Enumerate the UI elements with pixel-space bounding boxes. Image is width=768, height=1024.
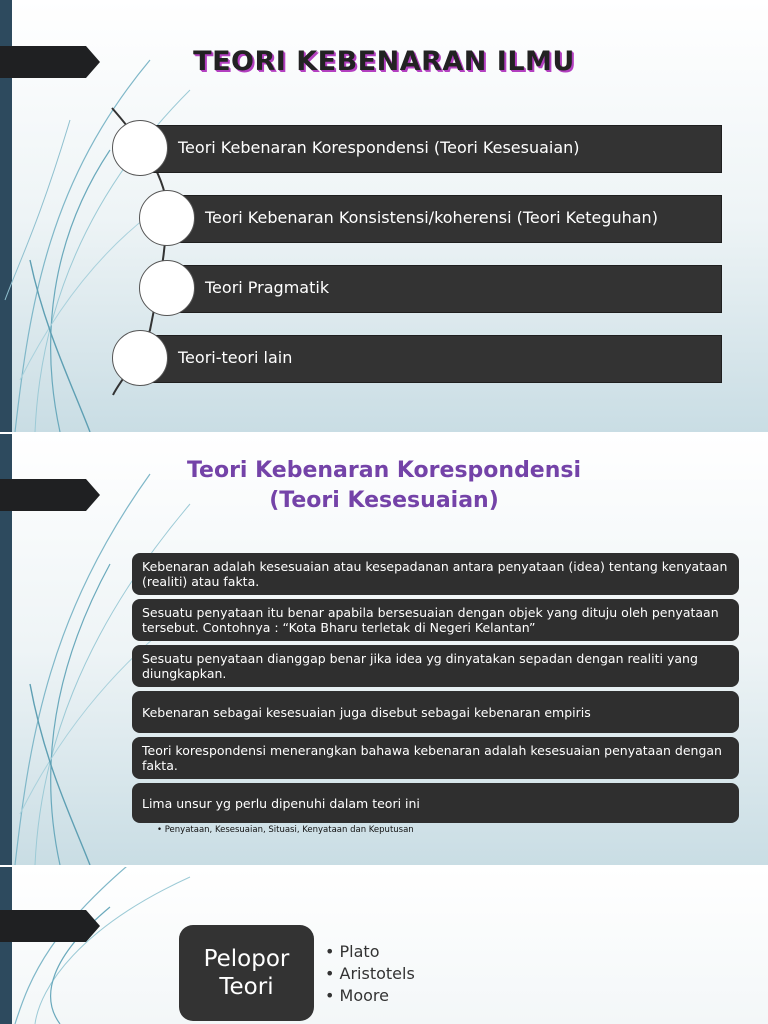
list-item-label: Teori-teori lain — [178, 348, 293, 367]
slide-tab-marker — [0, 910, 100, 942]
slide-1 — [0, 0, 768, 432]
list-item-label: Teori Kebenaran Korespondensi (Teori Kesesuaian) — [178, 138, 580, 157]
slide-title-line-2: (Teori Kesesuaian) — [269, 488, 499, 513]
bullet-circle — [112, 120, 168, 176]
pelopor-line-1: Pelopor — [203, 946, 290, 972]
bullet-circle — [112, 330, 168, 386]
pelopor-list — [325, 941, 415, 1007]
slide-title — [0, 456, 768, 516]
bullet-circle — [139, 190, 195, 246]
point-text: Sesuatu penyataan dianggap benar jika idea yg dinyatakan sepadan dengan realiti yang diungkapkan. — [142, 651, 698, 681]
slide-accent-bar — [0, 867, 12, 1024]
point-box — [132, 645, 739, 687]
point-box — [132, 737, 739, 779]
point-box — [132, 599, 739, 641]
sub-bullet-text: Penyataan, Kesesuaian, Situasi, Kenyataan dan Keputusan — [164, 825, 414, 835]
list-item: • Aristotels — [325, 963, 415, 985]
list-item: • Moore — [325, 985, 415, 1007]
pelopor-box — [179, 925, 314, 1021]
bullet-circle — [139, 260, 195, 316]
list-item-label: Teori Kebenaran Konsistensi/koherensi (Teori Keteguhan) — [205, 208, 658, 227]
point-box — [132, 691, 739, 733]
slide-title-line-1: Teori Kebenaran Korespondensi — [186, 458, 582, 483]
point-box — [132, 553, 739, 595]
list-item-label: Teori Pragmatik — [205, 278, 330, 297]
point-text: Lima unsur yg perlu dipenuhi dalam teori ini — [142, 795, 420, 811]
point-text: Teori korespondensi menerangkan bahawa kebenaran adalah kesesuaian penyataan dengan fakta. — [142, 743, 722, 773]
sub-bullet: • Penyataan, Kesesuaian, Situasi, Kenyataan dan Keputusan — [157, 825, 414, 835]
point-text: Kebenaran adalah kesesuaian atau kesepadanan antara penyataan (idea) tentang kenyataan (realiti) atau fakta. — [142, 559, 728, 589]
point-box — [132, 783, 739, 823]
point-text: Kebenaran sebagai kesesuaian juga disebut sebagai kebenaran empiris — [142, 704, 591, 720]
slide-title: TEORI KEBENARAN ILMU — [193, 46, 575, 77]
point-text: Sesuatu penyataan itu benar apabila bersesuaian dengan objek yang dituju oleh penyataan tersebut. Contohnya : “Kota Bharu terletak di Negeri Kelantan” — [142, 605, 719, 635]
list-item: • Plato — [325, 941, 415, 963]
pelopor-line-2: Teori — [219, 974, 274, 1000]
